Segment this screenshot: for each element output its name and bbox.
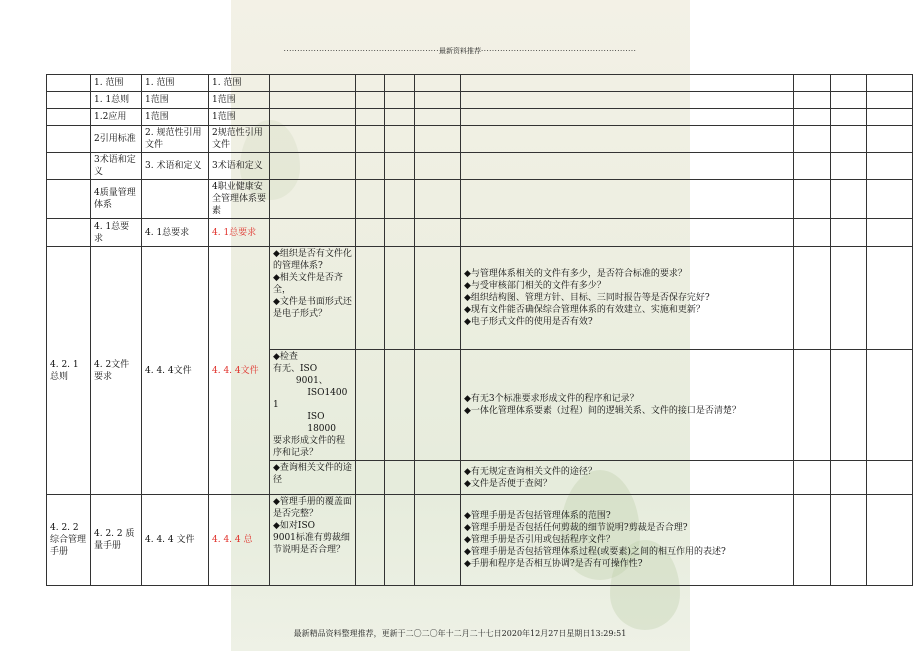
question-list	[461, 350, 794, 461]
cell	[142, 180, 209, 219]
cell: 3. 术语和定义	[142, 153, 209, 180]
check-item: ◆管理手册的覆盖面是否完整？ ◆如对ISO 9001标准有剪裁细节说明是否合理？	[270, 495, 356, 586]
cell-highlight: 4. 1总要求	[209, 219, 270, 247]
cell: 1. 1总则	[91, 92, 142, 109]
cell: 3术语和定义	[209, 153, 270, 180]
question-item: ◆现有文件能否确保综合管理体系的有效建立、实施和更新？	[464, 305, 705, 315]
cell: 1. 范围	[91, 75, 142, 92]
clause-cell: 4. 2. 2 质量手册	[91, 495, 142, 586]
clause-cell: 4. 2. 1 总则	[47, 247, 91, 495]
question-list	[461, 461, 794, 495]
table-row	[47, 75, 913, 92]
question-item: ◆手册和程序是否相互协调?是否有可操作性?	[464, 559, 643, 569]
question-item: ◆管理手册是否引用或包括程序文件？	[464, 535, 615, 545]
question-item: ◆有无规定查询相关文件的途径？	[464, 466, 597, 477]
question-list	[461, 495, 794, 586]
clause-cell: 4. 4. 4 文件	[142, 495, 209, 586]
header-text: 最新资料推荐	[439, 47, 481, 55]
check-item: ◆查询相关文件的途径	[270, 461, 356, 495]
table-row	[47, 219, 913, 247]
cell: 2规范性引用文件	[209, 126, 270, 153]
cell: 1范围	[142, 109, 209, 126]
table-row	[47, 153, 913, 180]
cell: 1. 范围	[209, 75, 270, 92]
cell: 4. 1总要求	[91, 219, 142, 247]
question-item: ◆有无3个标准要求形成文件的程序和记录？	[464, 394, 639, 404]
question-item: ◆与管理体系相关的文件有多少，是否符合标准的要求？	[464, 269, 687, 279]
page-header: ·························································最新资料推荐·························································	[283, 47, 637, 55]
question-item: ◆管理手册是否包括管理体系过程(或要素)之间的相互作用的表述?	[464, 547, 726, 557]
question-item: ◆管理手册是否包括任何剪裁的细节说明?剪裁是否合理?	[464, 523, 688, 533]
cell: 2引用标准	[91, 126, 142, 153]
clause-cell-highlight: 4. 4. 4 总	[209, 495, 270, 586]
clause-cell: 4. 4. 4文件	[142, 247, 209, 495]
clause-cell: 4. 2文件要求	[91, 247, 142, 495]
cell: 4质量管理体系	[91, 180, 142, 219]
cell: 4职业健康安全管理体系要素	[209, 180, 270, 219]
question-list	[461, 247, 794, 350]
cell: 1范围	[142, 92, 209, 109]
question-item: ◆文件是否便于查阅？	[464, 478, 552, 489]
cell: 1.2应用	[91, 109, 142, 126]
cell: 4. 1总要求	[142, 219, 209, 247]
audit-checklist-table	[46, 74, 913, 586]
question-item: ◆电子形式文件的使用是否有效?	[464, 317, 593, 327]
cell: 3术语和定义	[91, 153, 142, 180]
clause-cell-highlight: 4. 4. 4文件	[209, 247, 270, 495]
clause-cell: 4. 2. 2 综合管理手册	[47, 495, 91, 586]
question-item: ◆组织结构图、管理方针、目标、三同时报告等是否保存完好?	[464, 293, 710, 303]
table-row	[47, 247, 913, 350]
table-row	[47, 109, 913, 126]
cell: 1. 范围	[142, 75, 209, 92]
table-row	[47, 180, 913, 219]
question-item: ◆一体化管理体系要素（过程）间的逻辑关系、文件的接口是否清楚？	[464, 406, 741, 416]
cell: 1范围	[209, 109, 270, 126]
question-item: ◆与受审核部门相关的文件有多少？	[464, 281, 606, 291]
table-row	[47, 495, 913, 586]
cell: 2. 规范性引用文件	[142, 126, 209, 153]
page-footer: 最新精品资料整理推荐，更新于二〇二〇年十二月二十七日2020年12月27日星期日13:29:51	[293, 629, 627, 638]
check-item: ◆组织是否有文件化的管理体系? ◆相关文件是否齐全， ◆文件是书面形式还是电子形式？	[270, 247, 356, 350]
table-row	[47, 92, 913, 109]
table-row	[47, 126, 913, 153]
cell: 1范围	[209, 92, 270, 109]
check-item: ◆检查 有无、ISO 9001、 ISO14001 ISO 18000 要求形成文件的程序和记录？	[270, 350, 356, 461]
question-item: ◆管理手册是否包括管理体系的范围?	[464, 511, 611, 521]
